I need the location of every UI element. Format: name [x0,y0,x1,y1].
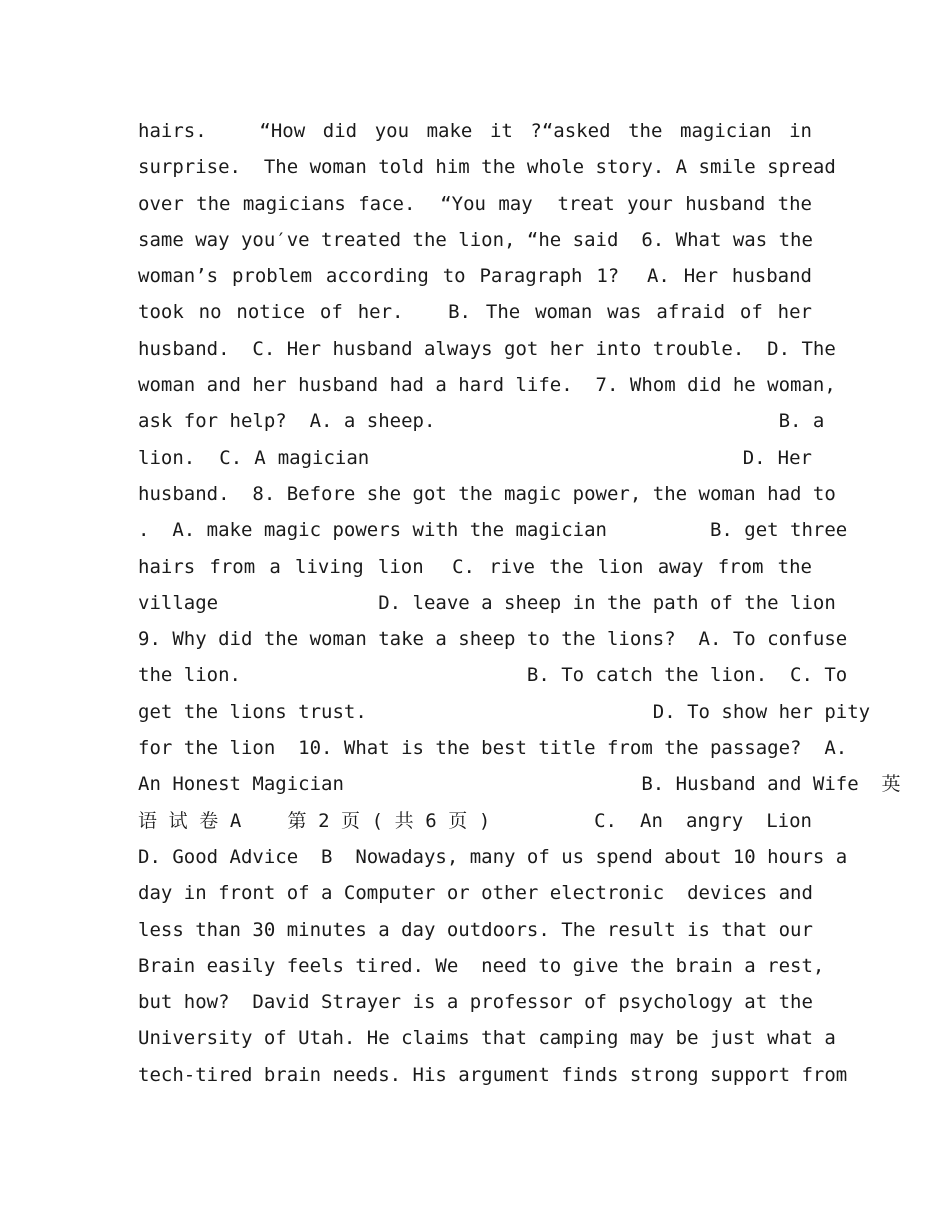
text-line: took no notice of her. B. The woman was afraid of her [138,301,812,324]
text-line: village D. leave a sheep in the path of the lion [138,591,836,614]
text-line: less than 30 minutes a day outdoors. The result is that our [138,918,813,941]
text-line: same way you′ve treated the lion, “he said 6. What was the [138,228,813,251]
text-line: husband. 8. Before she got the magic power, the woman had to [138,482,836,505]
text-line: surprise. The woman told him the whole story. A smile spread [138,156,836,179]
text-line: An Honest Magician B. Husband and Wife 英 [138,773,901,796]
text-line: Brain easily feels tired. We need to give the brain a rest, [138,954,825,977]
text-line: husband. C. Her husband always got her into trouble. D. The [138,337,836,360]
text-line: the lion. B. To catch the lion. C. To [138,664,848,687]
text-line: hairs from a living lion C. rive the lion away from the [138,555,812,578]
text-line: tech-tired brain needs. His argument finds strong support from [138,1063,848,1086]
text-line: ask for help? A. a sheep. B. a [138,410,825,433]
text-line: for the lion 10. What is the best title from the passage? A. [138,737,848,760]
page-footer-line: 语 试 卷 A 第 2 页 ( 共 6 页 ) C. An angry Lion [138,809,812,832]
text-line: over the magicians face. “You may treat your husband the [138,192,812,215]
text-line: University of Utah. He claims that camping may be just what a [138,1027,836,1050]
text-line: woman and her husband had a hard life. 7. Whom did he woman, [138,374,836,397]
text-line: D. Good Advice B Nowadays, many of us spend about 10 hours a [138,845,848,868]
text-line: lion. C. A magician D. Her [138,446,812,469]
body-text [138,113,901,1093]
text-line: woman’s problem according to Paragraph 1? A. Her husband [138,265,812,288]
text-line: day in front of a Computer or other electronic devices and [138,882,813,905]
text-line: . A. make magic powers with the magician B. get three [138,519,848,542]
text-line: 9. Why did the woman take a sheep to the lions? A. To confuse [138,628,848,651]
text-line: but how? David Strayer is a professor of psychology at the [138,991,813,1014]
text-line: get the lions trust. D. To show her pity [138,700,871,723]
text-line: hairs. “How did you make it ?“asked the magician in [138,120,812,142]
